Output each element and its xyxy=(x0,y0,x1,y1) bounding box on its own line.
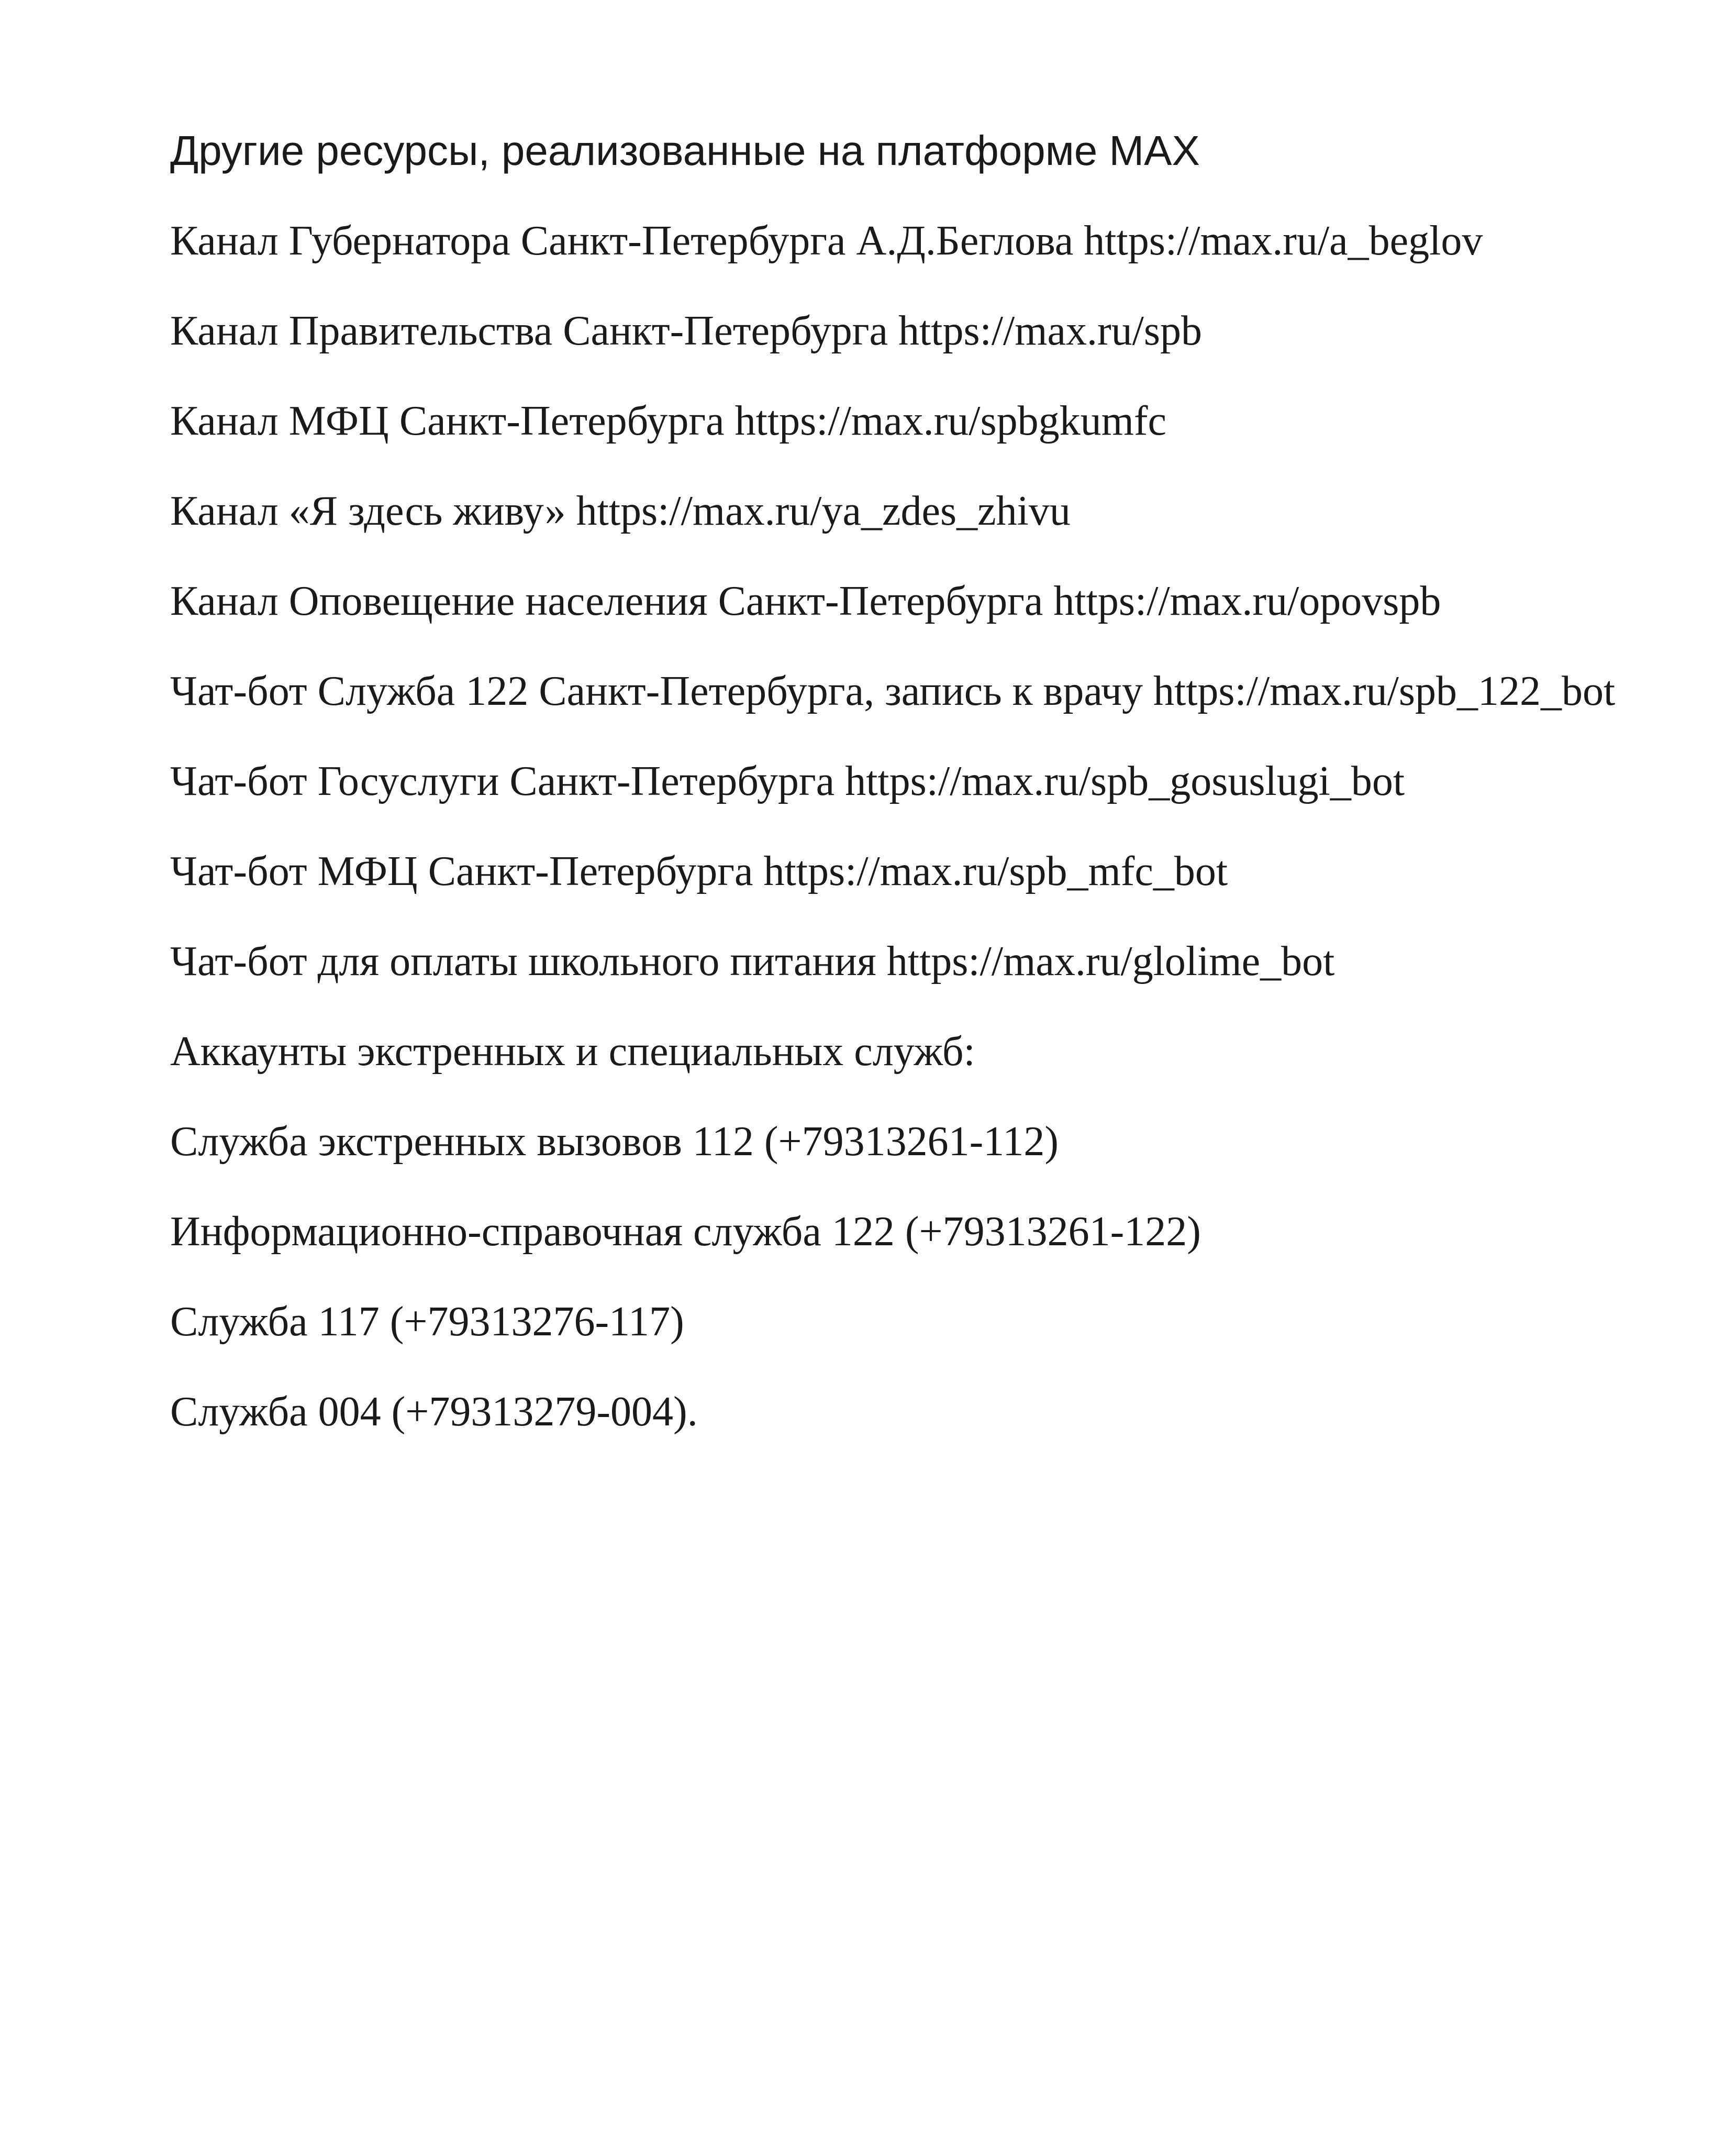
services-heading: Аккаунты экстренных и специальных служб: xyxy=(170,1028,975,1075)
resource-label: Чат-бот МФЦ Санкт-Петербурга xyxy=(170,848,753,894)
resource-url: https://max.ru/opovspb xyxy=(1053,578,1441,624)
service-line-122: Информационно-справочная служба 122 (+79313261-122) xyxy=(170,1209,1201,1255)
resource-list xyxy=(170,215,1615,1476)
resource-label: Канал Оповещение населения Санкт-Петербурга xyxy=(170,578,1043,624)
resource-label: Чат-бот для оплаты школьного питания xyxy=(170,938,876,984)
resource-url: https://max.ru/glolime_bot xyxy=(886,938,1335,984)
resource-url: https://max.ru/ya_zdes_zhivu xyxy=(576,488,1071,534)
resource-line-glolime-bot xyxy=(170,935,1615,988)
resource-label: Чат-бот Госуслуги Санкт-Петербурга xyxy=(170,758,835,804)
resource-label: Канал МФЦ Санкт-Петербурга xyxy=(170,398,725,444)
resource-line-122-bot xyxy=(170,665,1615,717)
resource-url: https://max.ru/spb_mfc_bot xyxy=(763,848,1228,894)
service-line-112: Служба экстренных вызовов 112 (+79313261-112) xyxy=(170,1119,1059,1165)
resource-label: Чат-бот Служба 122 Санкт-Петербурга, запись к врачу xyxy=(170,668,1143,714)
resource-url: https://max.ru/spb xyxy=(898,308,1203,354)
resource-url: https://max.ru/a_beglov xyxy=(1084,218,1483,264)
resource-label: Канал Губернатора Санкт-Петербурга А.Д.Беглова xyxy=(170,218,1074,264)
resource-line-gosuslugi-bot xyxy=(170,755,1615,807)
resource-line-mfc-bot xyxy=(170,845,1615,898)
resource-line-opovspb xyxy=(170,575,1615,627)
resource-line-ya-zdes-zhivu xyxy=(170,485,1615,537)
resource-line-beglov xyxy=(170,215,1615,267)
resource-line-spb xyxy=(170,305,1615,357)
service-line-117: Служба 117 (+79313276-117) xyxy=(170,1299,684,1345)
page-title: Другие ресурсы, реализованные на платформе MAX xyxy=(170,127,1200,174)
service-line-004: Служба 004 (+79313279-004). xyxy=(170,1389,698,1435)
resource-url: https://max.ru/spbgkumfc xyxy=(735,398,1167,444)
resource-url: https://max.ru/spb_gosuslugi_bot xyxy=(845,758,1405,804)
resource-line-mfc-channel xyxy=(170,395,1615,447)
resource-label: Канал «Я здесь живу» xyxy=(170,488,566,534)
resource-label: Канал Правительства Санкт-Петербурга xyxy=(170,308,888,354)
resource-url: https://max.ru/spb_122_bot xyxy=(1153,668,1616,714)
